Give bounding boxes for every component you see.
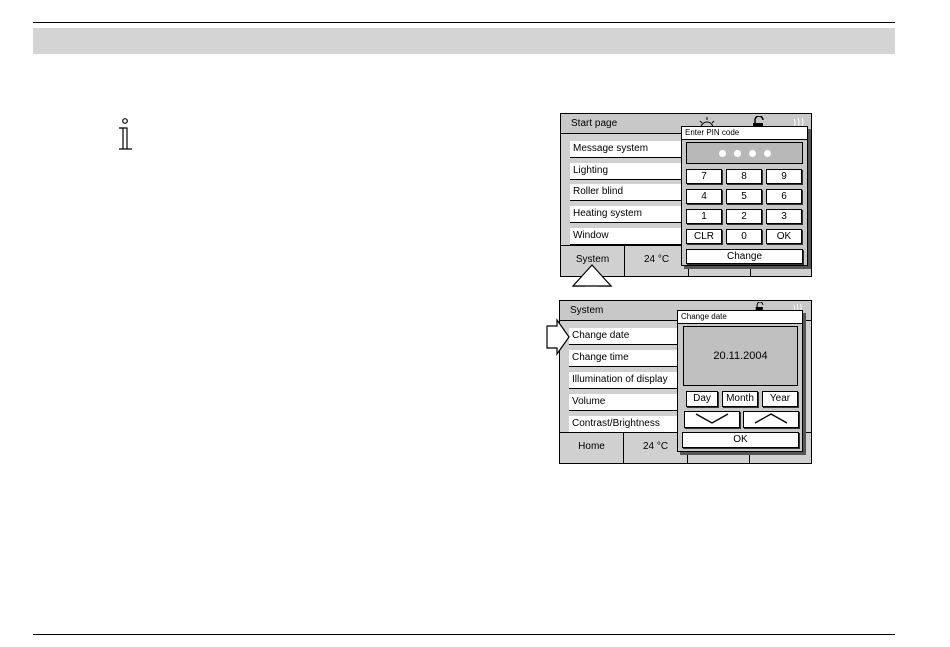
ok-button[interactable]: OK [682, 432, 799, 448]
key-clr[interactable]: CLR [686, 229, 722, 244]
home-button[interactable]: Home [560, 433, 624, 463]
pin-dot [719, 150, 726, 157]
date-display: 20.11.2004 [683, 326, 798, 386]
menu-item[interactable]: Contrast/Brightness [569, 416, 684, 433]
header-band [33, 28, 895, 54]
year-button[interactable]: Year [762, 391, 798, 407]
popup-title: Enter PIN code [682, 127, 807, 140]
pin-dot [749, 150, 756, 157]
key-8[interactable]: 8 [726, 169, 762, 184]
date-popup [677, 310, 803, 452]
key-ok[interactable]: OK [766, 229, 802, 244]
popup-title: Change date [678, 311, 802, 324]
chevron-down-icon [694, 412, 730, 425]
increase-button[interactable] [743, 411, 799, 428]
key-3[interactable]: 3 [766, 209, 802, 224]
pin-entry-field[interactable] [686, 142, 803, 164]
key-2[interactable]: 2 [726, 209, 762, 224]
pin-dot [734, 150, 741, 157]
system-button[interactable]: System [561, 246, 625, 276]
month-button[interactable]: Month [722, 391, 758, 407]
top-rule [33, 22, 895, 23]
key-5[interactable]: 5 [726, 189, 762, 204]
info-icon [115, 118, 135, 152]
key-9[interactable]: 9 [766, 169, 802, 184]
arrow-up-icon [571, 262, 613, 288]
change-button[interactable]: Change [686, 249, 803, 264]
pin-popup [681, 126, 808, 266]
key-6[interactable]: 6 [766, 189, 802, 204]
day-button[interactable]: Day [686, 391, 718, 407]
bottom-rule [33, 634, 895, 635]
menu-item[interactable]: Volume [569, 394, 684, 411]
menu-item[interactable]: Message system [570, 141, 688, 158]
key-1[interactable]: 1 [686, 209, 722, 224]
temperature-display: 24 °C [624, 433, 688, 463]
temperature-display: 24 °C [625, 246, 689, 276]
key-7[interactable]: 7 [686, 169, 722, 184]
arrow-right-icon [545, 318, 571, 356]
pin-dot [764, 150, 771, 157]
menu-item[interactable]: Roller blind [570, 184, 688, 201]
menu-item[interactable]: Window [570, 228, 688, 245]
key-4[interactable]: 4 [686, 189, 722, 204]
menu-item[interactable]: Illumination of display [569, 372, 684, 389]
decrease-button[interactable] [684, 411, 740, 428]
chevron-up-icon [753, 412, 789, 425]
menu-item[interactable]: Change time [569, 350, 684, 367]
menu-item[interactable]: Heating system [570, 206, 688, 223]
key-0[interactable]: 0 [726, 229, 762, 244]
screen-title: System [560, 301, 811, 321]
menu-item[interactable]: Lighting [570, 163, 688, 180]
screen-title: Start page [561, 114, 811, 134]
menu-item[interactable]: Change date [569, 328, 684, 345]
